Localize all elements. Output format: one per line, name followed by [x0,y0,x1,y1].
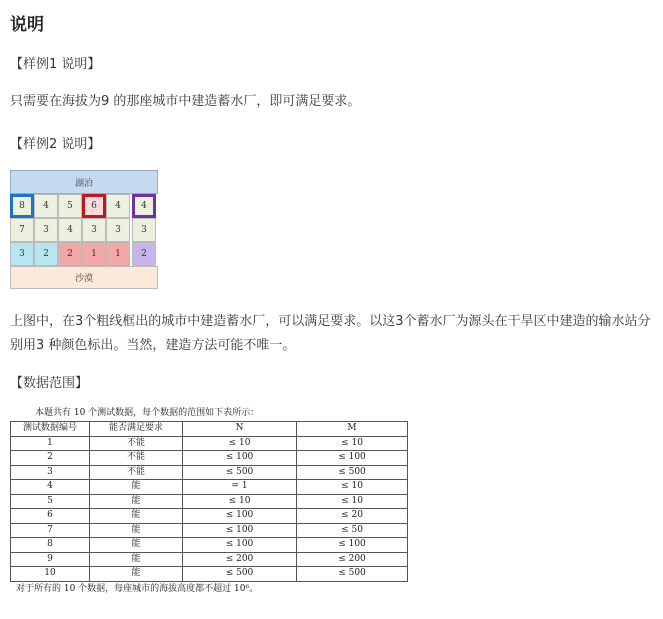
table-cell: ≤ 100 [183,509,297,524]
table-cell: 不能 [90,465,183,480]
grid-cell: 4 [106,194,130,218]
table-cell: 9 [11,552,90,567]
grid-cell: 8 [10,194,34,218]
range-table [10,421,408,582]
table-cell: ≤ 10 [183,494,297,509]
table-row [11,494,408,509]
table-row [11,552,408,567]
table-cell: 2 [11,451,90,466]
table-cell: 能 [90,538,183,553]
table-cell: 能 [90,567,183,582]
table-row [11,509,408,524]
table-cell: ≤ 500 [297,567,408,582]
table-cell: 5 [11,494,90,509]
example2-grid-figure [10,170,158,289]
table-cell: ≤ 100 [297,538,408,553]
grid-cell: 4 [34,194,58,218]
range-note: 对于所有的 10 个数据，每座城市的海拔高度都不超过 10⁶。 [16,583,259,594]
grid-cell: 6 [82,194,106,218]
table-cell: 3 [11,465,90,480]
table-cell: ≤ 100 [297,451,408,466]
desert-bar: 沙漠 [10,266,158,289]
column-header: N [183,422,297,437]
table-cell: ≤ 10 [297,480,408,495]
grid-cell: 3 [82,218,106,242]
table-cell: ≤ 500 [183,465,297,480]
table-cell: ≤ 10 [297,494,408,509]
table-cell: 能 [90,523,183,538]
grid-cell: 1 [82,242,106,266]
page-title: 说明 [10,15,44,35]
table-cell: ≤ 200 [297,552,408,567]
lake-bar: 湖泊 [10,170,158,194]
grid-cell: 3 [106,218,130,242]
grid-cell: 3 [132,218,156,242]
table-cell: 1 [11,436,90,451]
grid-cell: 7 [10,218,34,242]
table-cell: ≤ 500 [297,465,408,480]
table-row [11,451,408,466]
table-cell: ≤ 10 [297,436,408,451]
table-cell: 不能 [90,436,183,451]
table-cell: 能 [90,509,183,524]
grid-cell: 2 [132,242,156,266]
table-cell: 4 [11,480,90,495]
table-cell: ≤ 500 [183,567,297,582]
table-cell: 7 [11,523,90,538]
table-cell: ≤ 200 [183,552,297,567]
table-header-row [11,422,408,437]
table-cell: ≤ 10 [183,436,297,451]
table-cell: 10 [11,567,90,582]
table-row [11,567,408,582]
table-cell: ≤ 100 [183,451,297,466]
grid-cell: 5 [58,194,82,218]
grid-cell: 4 [58,218,82,242]
table-cell: ≤ 20 [297,509,408,524]
grid-cell: 2 [58,242,82,266]
range-label: 【数据范围】 [10,376,89,391]
grid-cell: 3 [10,242,34,266]
table-row [11,465,408,480]
example2-label: 【样例2 说明】 [10,137,101,152]
table-row [11,480,408,495]
table-cell: ≤ 50 [297,523,408,538]
table-cell: ≤ 100 [183,538,297,553]
grid-cell: 1 [106,242,130,266]
column-header: 能否满足要求 [90,422,183,437]
city-grid [10,194,158,266]
table-row [11,523,408,538]
table-cell: 不能 [90,451,183,466]
table-cell: ≤ 100 [183,523,297,538]
table-cell: 能 [90,480,183,495]
table-row [11,436,408,451]
column-header: 测试数据编号 [11,422,90,437]
column-header: M [297,422,408,437]
example2-text [10,310,655,358]
example2-text-line2: 别用3 种颜色标出。当然，建造方法可能不唯一。 [10,338,296,353]
example1-label: 【样例1 说明】 [10,57,101,72]
grid-cell: 4 [132,194,156,218]
example1-text: 只需要在海拔为9 的那座城市中建造蓄水厂，即可满足要求。 [10,94,361,109]
table-cell: 能 [90,552,183,567]
table-row [11,538,408,553]
range-caption: 本题共有 10 个测试数据，每个数据的范围如下表所示： [35,408,260,418]
grid-cell: 2 [34,242,58,266]
grid-cell: 3 [34,218,58,242]
data-range-figure [10,405,410,596]
table-cell: 6 [11,509,90,524]
table-cell: 8 [11,538,90,553]
table-cell: = 1 [183,480,297,495]
table-cell: 能 [90,494,183,509]
example2-text-line1: 上图中，在3个粗线框出的城市中建造蓄水厂，可以满足要求。以这3个蓄水厂为源头在干旱区中建造的输水站分 [10,314,651,329]
